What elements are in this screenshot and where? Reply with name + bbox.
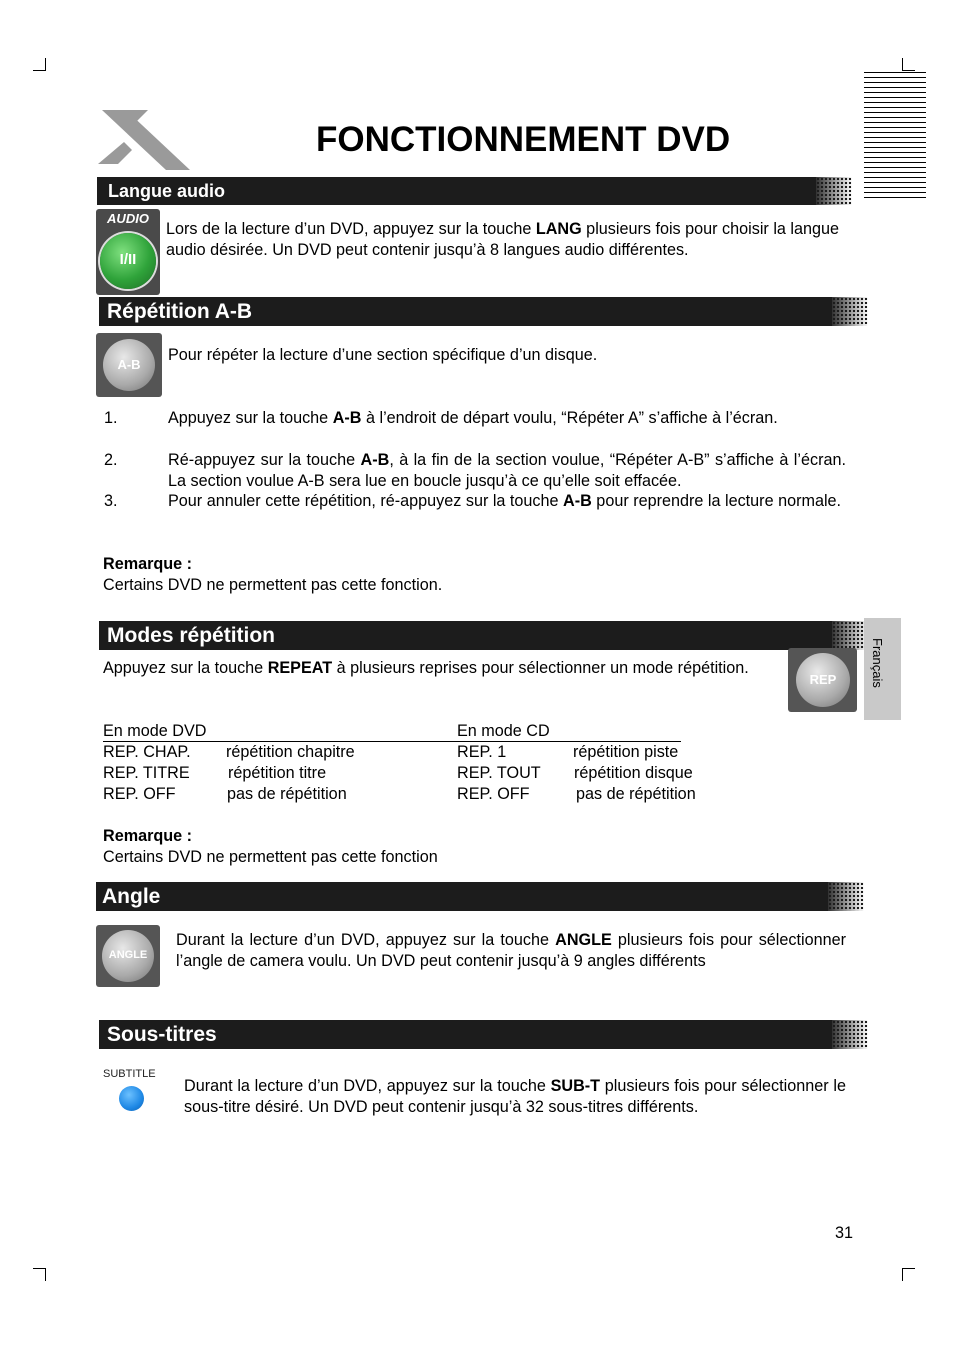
key-name: REPEAT bbox=[267, 659, 333, 677]
subtitle-blue-button-icon bbox=[119, 1086, 144, 1111]
angle-icon-label: ANGLE bbox=[108, 949, 148, 961]
page-title: FONCTIONNEMENT DVD bbox=[316, 120, 731, 159]
angle-button-image bbox=[96, 925, 160, 987]
text-part: Durant la lecture d’un DVD, appuyez sur la touche bbox=[184, 1077, 551, 1095]
ab-button-image bbox=[96, 333, 162, 397]
key-name: ANGLE bbox=[555, 931, 612, 949]
text-part: Pour annuler cette répétition, ré-appuyez sur la touche bbox=[168, 492, 564, 510]
text-part: à l’endroit de départ voulu, “Répéter A” s’affiche à l’écran. bbox=[361, 409, 778, 427]
audio-green-icon bbox=[100, 233, 156, 289]
dvd-mode-cell: REP. TITRE bbox=[103, 764, 190, 782]
note-title: Remarque : bbox=[103, 827, 193, 845]
section-heading-repeat bbox=[99, 621, 868, 650]
section-heading-subtitle bbox=[99, 1020, 868, 1049]
subtitle-description bbox=[184, 1076, 846, 1118]
key-name: LANG bbox=[535, 220, 582, 238]
text-part: plusieurs fois pour choisir la langue audio désirée. Un DVD peut contenir jusqu’à 8 langues audio différentes. bbox=[166, 220, 840, 259]
cd-desc-cell: pas de répétition bbox=[576, 785, 696, 803]
note-text: Certains DVD ne permettent pas cette fonction. bbox=[103, 576, 443, 594]
heading-text: Modes répétition bbox=[107, 624, 276, 647]
heading-hatch bbox=[832, 297, 868, 326]
audio-icon-label: AUDIO bbox=[107, 211, 149, 226]
crop-mark-bottom-left bbox=[33, 1268, 46, 1281]
ab-grey-icon bbox=[103, 339, 155, 391]
note-title: Remarque : bbox=[103, 555, 193, 573]
rep-grey-icon bbox=[796, 653, 850, 707]
text-part: à plusieurs reprises pour sélectionner un mode répétition. bbox=[332, 659, 749, 677]
heading-hatch bbox=[832, 1020, 868, 1049]
crop-mark-top-right bbox=[902, 58, 915, 71]
key-name: A-B bbox=[360, 451, 390, 469]
decorative-stripes bbox=[864, 72, 926, 200]
rep-icon-label: REP bbox=[809, 672, 837, 687]
audio-icon-sublabel: I/II bbox=[119, 251, 137, 268]
brand-x-logo bbox=[96, 108, 194, 172]
repeat-description bbox=[103, 658, 781, 679]
dvd-mode-cell: REP. OFF bbox=[103, 785, 176, 803]
heading-text: Langue audio bbox=[108, 181, 225, 201]
language-side-tab bbox=[864, 618, 901, 720]
side-tab-label: Français bbox=[870, 638, 885, 688]
text-part: Ré-appuyez sur la touche bbox=[168, 451, 361, 469]
cd-mode-header: En mode CD bbox=[457, 722, 550, 740]
page-number: 31 bbox=[835, 1224, 854, 1242]
dvd-desc-cell: répétition titre bbox=[228, 764, 327, 782]
angle-grey-icon bbox=[102, 930, 154, 982]
text-part: pour reprendre la lecture normale. bbox=[591, 492, 842, 510]
section-heading-ab bbox=[99, 297, 868, 326]
step-text bbox=[168, 491, 846, 512]
step-text bbox=[168, 450, 846, 492]
text-part: Durant la lecture d’un DVD, appuyez sur la touche bbox=[176, 931, 556, 949]
heading-text: Répétition A-B bbox=[107, 300, 253, 323]
cd-desc-cell: répétition disque bbox=[574, 764, 693, 782]
heading-text: Angle bbox=[102, 885, 161, 908]
rep-button-image bbox=[788, 648, 857, 712]
heading-hatch bbox=[832, 621, 868, 650]
dvd-desc-cell: pas de répétition bbox=[227, 785, 347, 803]
text-part: Appuyez sur la touche bbox=[103, 659, 268, 677]
step-number: 2. bbox=[104, 451, 118, 469]
audio-description bbox=[166, 219, 846, 261]
step-number: 1. bbox=[104, 409, 118, 427]
key-name: SUB-T bbox=[550, 1077, 601, 1095]
text-part: Lors de la lecture d’un DVD, appuyez sur la touche bbox=[166, 220, 536, 238]
text-part: Appuyez sur la touche bbox=[168, 409, 333, 427]
audio-button-image bbox=[96, 209, 160, 295]
dvd-mode-cell: REP. CHAP. bbox=[103, 743, 191, 761]
section-heading-audio bbox=[97, 177, 852, 205]
subtitle-icon-label: SUBTITLE bbox=[103, 1068, 156, 1080]
cd-mode-cell: REP. 1 bbox=[457, 743, 507, 761]
heading-hatch bbox=[828, 882, 864, 911]
key-name: A-B bbox=[563, 492, 592, 510]
dvd-desc-cell: répétition chapitre bbox=[226, 743, 355, 761]
crop-mark-top-left bbox=[33, 58, 46, 71]
ab-intro: Pour répéter la lecture d’une section spécifique d’un disque. bbox=[168, 346, 598, 364]
text-part: plusieurs fois pour sélectionner l’angle de camera voulu. Un DVD peut contenir jusqu’à 9 angles différents bbox=[176, 931, 846, 970]
dvd-mode-header: En mode DVD bbox=[103, 722, 207, 740]
section-heading-angle bbox=[96, 882, 864, 911]
cd-mode-cell: REP. OFF bbox=[457, 785, 530, 803]
step-number: 3. bbox=[104, 492, 118, 510]
heading-hatch bbox=[816, 177, 852, 205]
ab-icon-label: A-B bbox=[117, 357, 141, 372]
heading-text: Sous-titres bbox=[107, 1023, 217, 1046]
angle-description bbox=[176, 930, 846, 972]
text-part: , à la fin de la section voulue, “Répéter A-B” s’affiche à l’écran. La section voulue A-B sera lue en boucle jusqu’à ce qu’elle soit effacée. bbox=[168, 451, 846, 490]
cd-desc-cell: répétition piste bbox=[573, 743, 679, 761]
repeat-table-header bbox=[103, 721, 681, 742]
key-name: A-B bbox=[332, 409, 362, 427]
step-text bbox=[168, 408, 846, 429]
note-text: Certains DVD ne permettent pas cette fonction bbox=[103, 848, 438, 866]
text-part: plusieurs fois pour sélectionner le sous-titre désiré. Un DVD peut contenir jusqu’à 32 sous-titres différents. bbox=[184, 1077, 846, 1116]
cd-mode-cell: REP. TOUT bbox=[457, 764, 541, 782]
crop-mark-bottom-right bbox=[902, 1268, 915, 1281]
